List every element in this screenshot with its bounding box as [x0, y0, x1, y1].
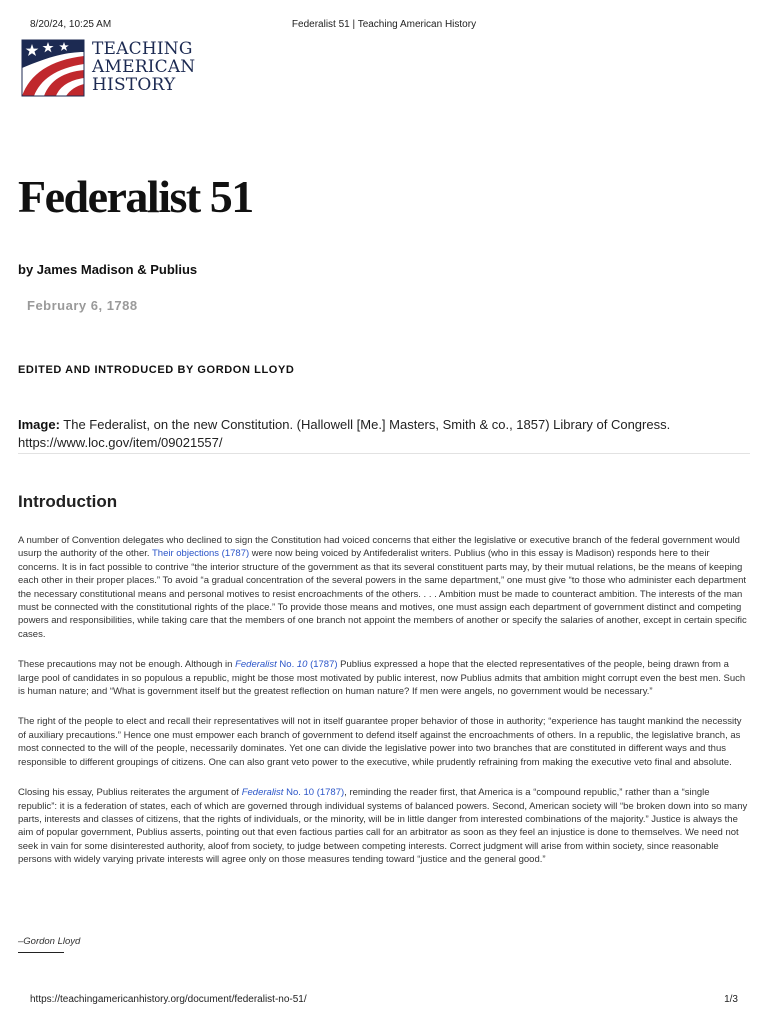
- print-page-title: Federalist 51 | Teaching American History: [291, 19, 477, 30]
- site-logo[interactable]: [20, 38, 200, 98]
- print-datetime: 8/20/24, 10:25 AM: [30, 19, 112, 30]
- logo-line-1: TEACHING: [92, 39, 193, 59]
- signature-rule: [18, 952, 64, 953]
- federalist-10-link-2[interactable]: Federalist No. 10 (1787): [241, 787, 345, 799]
- intro-paragraph-4: Closing his essay, Publius reiterates the argument of Federalist No. 10 (1787), reminding the reader first, that America is a “compound republic,” rather than a “single republic”: it is a federation of states, each of which are governed through individual systems of balanced powers. Second, American society will “be broken down into so many parts, interests and classes of citizens, that the rights of individuals, or the minority, will be in little danger from interested combinations of the majority.” Justice is always the aim of popular government, Publius asserts, pointing out that even factious parties call for an arbitrator as soon as they feel an injustice is done to themselves. We need not seek in vain for some disinterested authority, aloof from society, to judge between competing interests. Correct judgment will arise from within society, since reasonable persons with widely varying private interests will agree only on those measures tending toward “justice and the general good.”: [18, 787, 748, 866]
- document-title: Federalist 51: [18, 171, 253, 222]
- introduction-heading: Introduction: [18, 492, 118, 511]
- intro-paragraph-2: These precautions may not be enough. Although in Federalist No. 10 (1787) Publius expressed a hope that the elected representatives of the people, being drawn from a large pool of candidates in so populous a republic, might be those most motivated by public interest, now Publius admits that ambition might corrupt even the best men. Such is human nature; and “What is government itself but the greatest reflection on human nature? If men were angels, no government would be necessary.”: [18, 659, 746, 698]
- signature: –Gordon Lloyd: [18, 936, 81, 947]
- intro-paragraph-1: A number of Convention delegates who declined to sign the Constitution had voiced concerns that either the legislative or executive branch of the federal government would usurp the authority of the other. Their objections (1787) were now being voiced by Antifederalist writers. Publius (who in this essay is Madison) responds here to their concerns. It is in fact possible to contrive “the interior structure of the government as that its several constituent parts may, by their mutual relations, be the means of keeping each other in their proper places.” To avoid “a gradual concentration of the several powers in the same department,” one must give “to those who administer each department the necessary constitutional means and personal motives to resist encroachments of the others. . . . Ambition must be made to counteract ambition. The interests of the man must be connected with the constitutional rights of the place.” To provide those means and motives, one must assign each department of government distinct and competing powers and responsibilities, while taking care that the members of one branch not appoint the members of another or specify the salaries of another, except in certain specific cases.: [18, 535, 747, 640]
- editor-credit: EDITED AND INTRODUCED BY GORDON LLOYD: [18, 364, 295, 376]
- image-label: Image:: [18, 417, 60, 432]
- federalist-10-link[interactable]: Federalist No. 10 (1787): [235, 659, 338, 671]
- their-objections-link[interactable]: Their objections (1787): [151, 548, 250, 560]
- image-caption: [18, 416, 748, 452]
- author-byline: by James Madison & Publius: [18, 262, 198, 277]
- print-url: https://teachingamericanhistory.org/document/federalist-no-51/: [30, 994, 307, 1005]
- flag-stars-stripes-icon: [20, 38, 86, 98]
- logo-line-3: HISTORY: [92, 75, 176, 95]
- intro-paragraph-3: The right of the people to elect and recall their representatives will not in itself guarantee proper behavior of those in authority; “experience has taught mankind the necessity of auxiliary precautions.” Hence one must empower each branch of government to defend itself against the encroachments of others. In a republic, the legislative branch, as most connected to the will of the people, necessarily dominates. Yet one can divide the legislative power into two branches that are constituted in different ways and thus responsible to different groupings of citizens. One can also grant veto power to the executive, while prudently refraining from making the executive veto final and absolute.: [18, 716, 742, 768]
- logo-wordmark: [92, 40, 195, 94]
- logo-line-2: AMERICAN: [92, 57, 196, 77]
- document-date: February 6, 1788: [27, 298, 138, 313]
- introduction-body: [18, 534, 750, 884]
- page-number: 1/3: [724, 994, 738, 1005]
- divider: [18, 453, 750, 454]
- image-caption-text: The Federalist, on the new Constitution. (Hallowell [Me.] Masters, Smith & co., 1857) Library of Congress. https://www.loc.gov/item/09021557/: [18, 417, 671, 450]
